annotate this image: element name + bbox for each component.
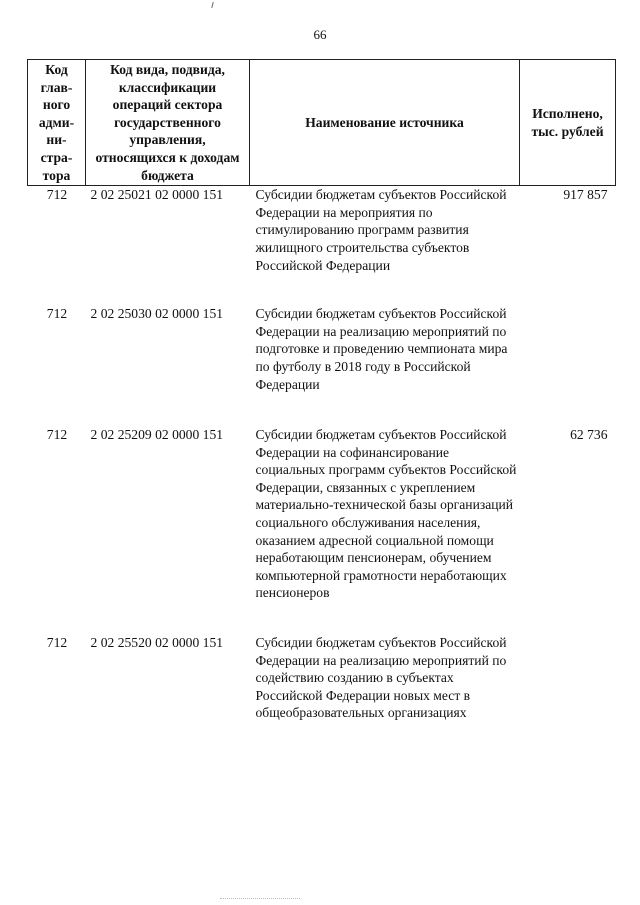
admin-code-cell: 712 bbox=[46, 306, 68, 322]
page-number: 66 bbox=[313, 27, 327, 42]
header-source-name: Наименование источника bbox=[250, 60, 520, 186]
kbk-cell: 2 02 25520 02 0000 151 bbox=[90, 635, 224, 651]
source-name-cell: Субсидии бюджетам субъектов Российской Федерации на софинансирование социальных программ субъектов Российской Федерации, связанных с укреплением материально-технической базы организаций социального обслуживания населения, оказанием адресной социальной помощи неработающим пенсионерам, обучением компьютерной грамотности неработающих пенсионеров bbox=[255, 427, 517, 601]
admin-code-cell: 712 bbox=[46, 187, 68, 203]
kbk-cell: 2 02 25030 02 0000 151 bbox=[90, 306, 224, 322]
row-spacer bbox=[28, 274, 616, 305]
source-name-cell: Субсидии бюджетам субъектов Российской Федерации на реализацию мероприятий по содействию созданию в субъектах Российской Федерации новых мест в общеобразовательных организациях bbox=[255, 635, 507, 721]
table-row bbox=[28, 186, 616, 274]
kbk-cell: 2 02 25021 02 0000 151 bbox=[90, 187, 224, 203]
table-row bbox=[28, 426, 616, 602]
kbk-cell: 2 02 25209 02 0000 151 bbox=[90, 427, 224, 443]
amount-cell: 62 736 bbox=[570, 427, 608, 443]
scan-artifact-line bbox=[220, 898, 300, 899]
budget-sources-table bbox=[27, 59, 616, 722]
header-admin-code: Код глав-ного адми-ни-стра-тора bbox=[28, 60, 86, 186]
admin-code-cell: 712 bbox=[46, 635, 68, 651]
scan-mark bbox=[211, 2, 214, 8]
header-kbk: Код вида, подвида, классификации операций сектора государственного управления, относящихся к доходам бюджета bbox=[86, 60, 250, 186]
amount-cell bbox=[520, 634, 616, 722]
table-row bbox=[28, 305, 616, 393]
header-amount: Исполнено, тыс. рублей bbox=[520, 60, 616, 186]
source-name-cell: Субсидии бюджетам субъектов Российской Федерации на реализацию мероприятий по подготовке и проведению чемпионата мира по футболу в 2018 году в Российской Федерации bbox=[255, 306, 508, 392]
amount-cell bbox=[520, 305, 616, 393]
table-row bbox=[28, 634, 616, 722]
row-spacer bbox=[28, 393, 616, 426]
amount-cell: 917 857 bbox=[563, 187, 608, 203]
row-spacer bbox=[28, 602, 616, 634]
source-name-cell: Субсидии бюджетам субъектов Российской Федерации на мероприятия по стимулированию программ развития жилищного строительства субъектов Российской Федерации bbox=[255, 187, 507, 273]
table-header-row bbox=[28, 60, 616, 186]
admin-code-cell: 712 bbox=[46, 427, 68, 443]
